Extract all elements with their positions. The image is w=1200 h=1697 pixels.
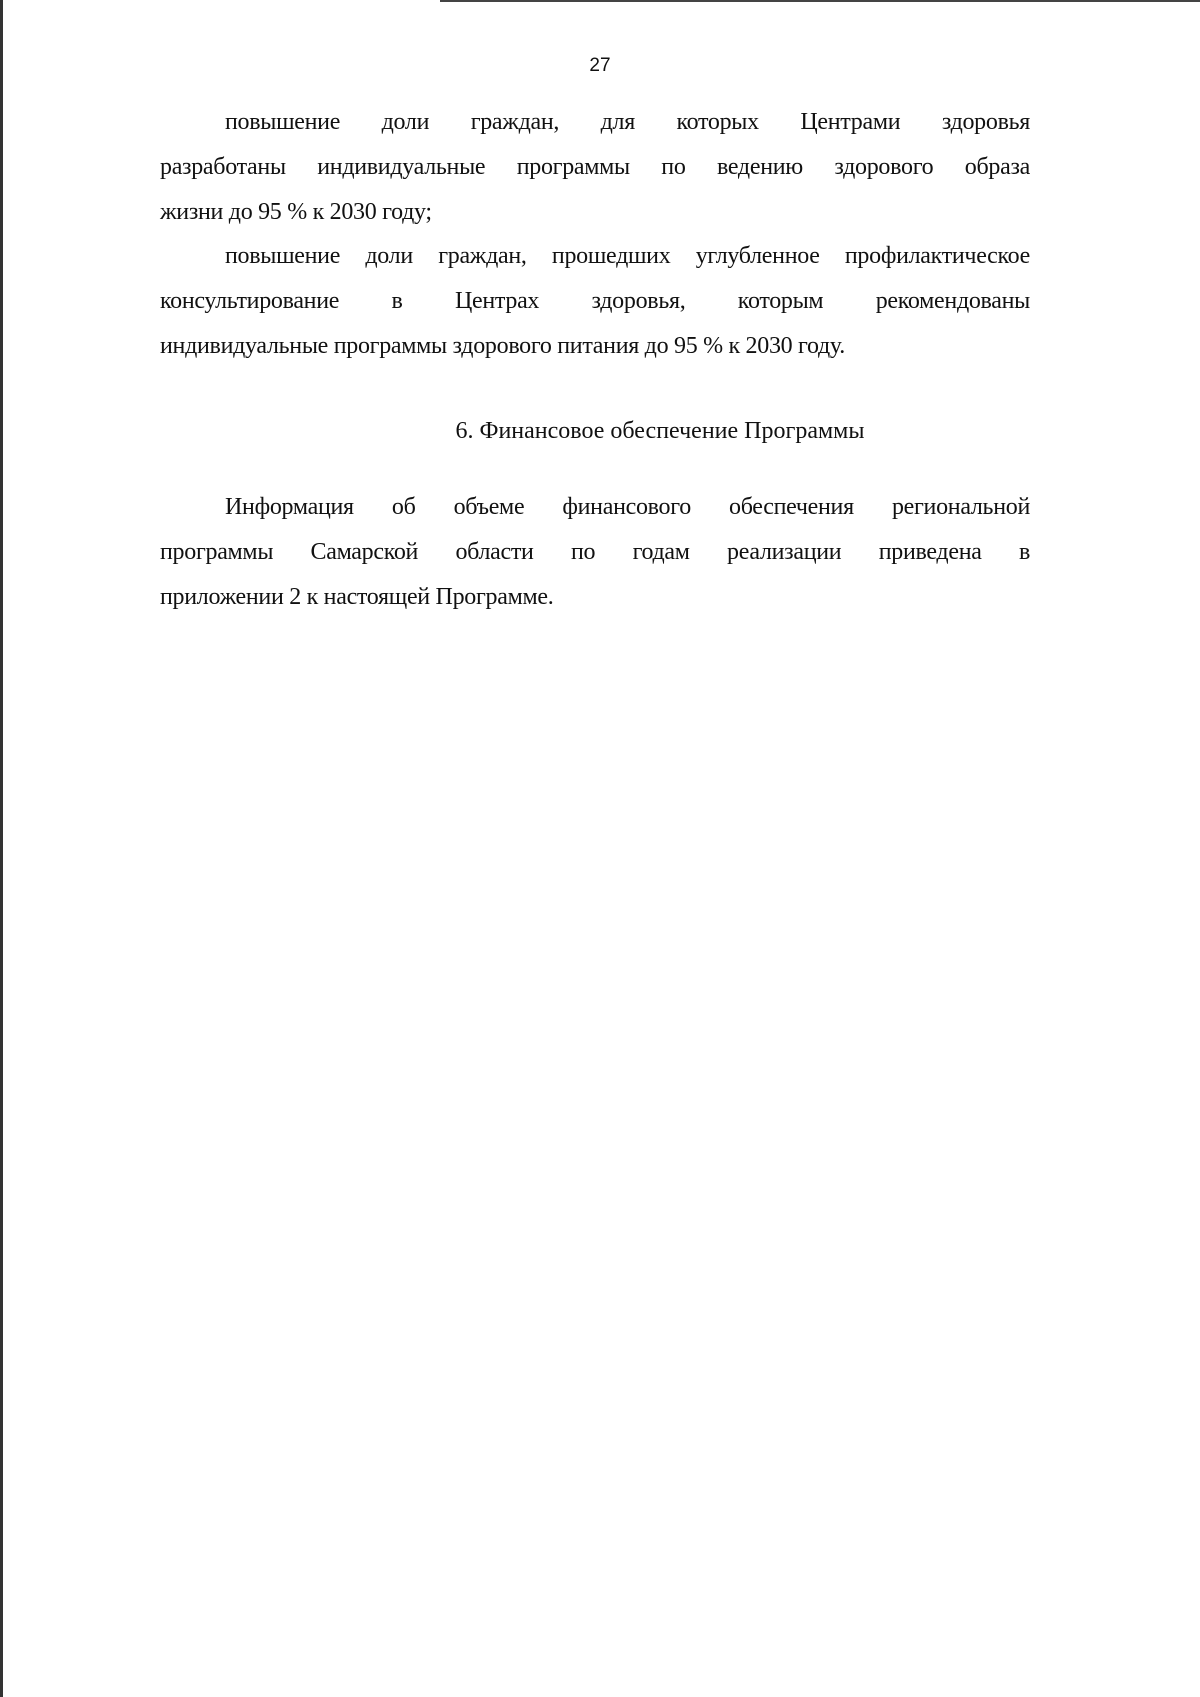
text-line: повышение доли граждан, прошедших углубленное профилактическое (225, 243, 1030, 269)
section-heading: 6. Финансовое обеспечение Программы (455, 418, 865, 444)
paragraph-2 (160, 234, 1030, 369)
paragraph-1 (160, 100, 1030, 235)
text-line: повышение доли граждан, для которых Центрами здоровья (225, 109, 1030, 135)
text-line: разработаны индивидуальные программы по ведению здорового образа (160, 154, 1030, 180)
text-line: жизни до 95 % к 2030 году; (160, 199, 432, 225)
scan-top-border (440, 0, 1200, 2)
text-line: индивидуальные программы здорового питания до 95 % к 2030 году. (160, 333, 845, 359)
text-line: программы Самарской области по годам реализации приведена в (160, 539, 1030, 565)
paragraph-3 (160, 485, 1030, 620)
scan-edge (0, 0, 3, 1697)
text-line: Информация об объеме финансового обеспечения региональной (225, 494, 1030, 520)
text-line: консультирование в Центрах здоровья, которым рекомендованы (160, 288, 1030, 314)
text-line: приложении 2 к настоящей Программе. (160, 584, 554, 610)
page-number: 27 (589, 55, 611, 76)
